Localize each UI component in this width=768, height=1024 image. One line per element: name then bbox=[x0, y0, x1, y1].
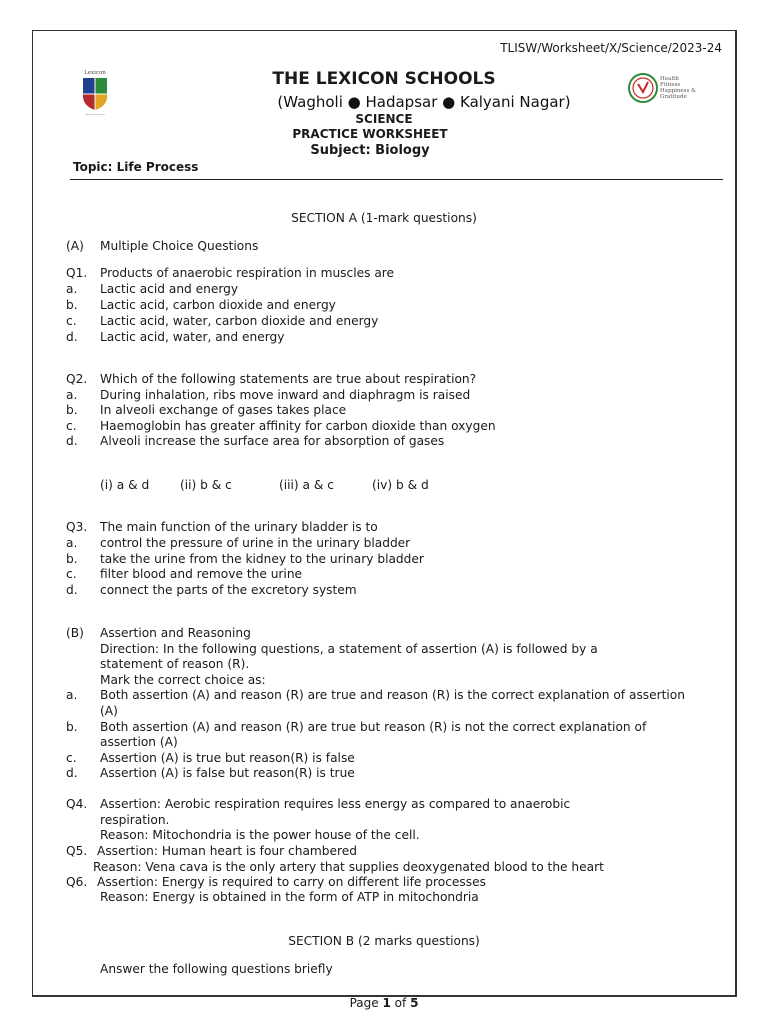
q2-choice: (i) a & d bbox=[100, 478, 150, 492]
svg-text:~~~~~~: ~~~~~~ bbox=[84, 112, 106, 117]
part-b-label: (B) bbox=[66, 626, 84, 640]
q1-option-text: Lactic acid, carbon dioxide and energy bbox=[100, 298, 336, 312]
q5-reason: Reason: Vena cava is the only artery that supplies deoxygenated blood to the heart bbox=[93, 860, 604, 874]
q2-option-label: c. bbox=[66, 419, 77, 433]
q3-option-text: take the urine from the kidney to the urinary bladder bbox=[100, 552, 424, 566]
ar-option-text: (A) bbox=[100, 704, 118, 718]
q3-option-label: a. bbox=[66, 536, 78, 550]
q2-option-label: b. bbox=[66, 403, 78, 417]
q1-option-text: Lactic acid and energy bbox=[100, 282, 239, 296]
q2-option-text: In alveoli exchange of gases takes place bbox=[100, 403, 347, 417]
q2-text: Which of the following statements are true about respiration? bbox=[100, 372, 477, 386]
q1-option-text: Lactic acid, water, carbon dioxide and energy bbox=[100, 314, 379, 328]
q2-option-text: During inhalation, ribs move inward and diaphragm is raised bbox=[100, 388, 471, 402]
q4-number: Q4. bbox=[66, 797, 88, 811]
document-reference-code: TLISW/Worksheet/X/Science/2023-24 bbox=[500, 41, 722, 55]
q3-option-label: d. bbox=[66, 583, 78, 597]
svg-text:Happiness &: Happiness & bbox=[660, 88, 696, 94]
q2-option-text: Alveoli increase the surface area for absorption of gases bbox=[100, 434, 445, 448]
part-b-title: Assertion and Reasoning bbox=[100, 626, 251, 640]
school-name: THE LEXICON SCHOOLS bbox=[272, 69, 496, 89]
q2-choice: (ii) b & c bbox=[180, 478, 232, 492]
q1-number: Q1. bbox=[66, 266, 88, 280]
document-type: PRACTICE WORKSHEET bbox=[292, 127, 448, 141]
header-divider bbox=[70, 179, 723, 180]
svg-text:Gratitude: Gratitude bbox=[660, 94, 687, 100]
q2-number: Q2. bbox=[66, 372, 88, 386]
part-b-direction: Mark the correct choice as: bbox=[100, 673, 266, 687]
q6-reason: Reason: Energy is obtained in the form of ATP in mitochondria bbox=[100, 890, 479, 904]
ar-option-label: d. bbox=[66, 766, 78, 780]
q2-option-label: d. bbox=[66, 434, 78, 448]
q3-text: The main function of the urinary bladder is to bbox=[100, 520, 378, 534]
q1-option-text: Lactic acid, water, and energy bbox=[100, 330, 285, 344]
q1-option-label: b. bbox=[66, 298, 78, 312]
q3-number: Q3. bbox=[66, 520, 88, 534]
subject-line: Subject: Biology bbox=[310, 143, 430, 158]
svg-text:Fitness: Fitness bbox=[660, 82, 681, 88]
part-a-title: Multiple Choice Questions bbox=[100, 239, 259, 253]
q3-option-text: filter blood and remove the urine bbox=[100, 567, 303, 581]
q2-option-label: a. bbox=[66, 388, 78, 402]
ar-option-label: b. bbox=[66, 720, 78, 734]
ar-option-text: Both assertion (A) and reason (R) are true and reason (R) is the correct explanation of assertion bbox=[100, 688, 685, 702]
svg-text:Health: Health bbox=[660, 76, 679, 82]
q3-option-label: b. bbox=[66, 552, 78, 566]
section-b-title: SECTION B (2 marks questions) bbox=[288, 934, 480, 948]
q1-option-label: d. bbox=[66, 330, 78, 344]
section-b-instruction: Answer the following questions briefly bbox=[100, 962, 333, 976]
q6-assertion: Assertion: Energy is required to carry on different life processes bbox=[97, 875, 486, 889]
q2-answer-choices bbox=[100, 478, 429, 493]
q1-option-label: c. bbox=[66, 314, 77, 328]
q2-choice: (iv) b & d bbox=[372, 478, 429, 492]
q4-assertion: Assertion: Aerobic respiration requires less energy as compared to anaerobic bbox=[100, 797, 571, 811]
svg-text:Lexicon: Lexicon bbox=[84, 70, 106, 76]
q4-reason: Reason: Mitochondria is the power house of the cell. bbox=[100, 828, 420, 842]
ar-option-label: c. bbox=[66, 751, 77, 765]
ar-option-label: a. bbox=[66, 688, 78, 702]
q3-option-label: c. bbox=[66, 567, 77, 581]
ar-option-text: Assertion (A) is true but reason(R) is false bbox=[100, 751, 355, 765]
q3-option-text: control the pressure of urine in the urinary bladder bbox=[100, 536, 411, 550]
topic-label: Topic: Life Process bbox=[73, 160, 199, 174]
school-branches: (Wagholi ● Hadapsar ● Kalyani Nagar) bbox=[277, 93, 571, 111]
q5-assertion: Assertion: Human heart is four chambered bbox=[97, 844, 357, 858]
part-b-direction: Direction: In the following questions, a statement of assertion (A) is followed by a bbox=[100, 642, 598, 656]
section-a-title: SECTION A (1-mark questions) bbox=[291, 211, 477, 225]
q3-option-text: connect the parts of the excretory system bbox=[100, 583, 357, 597]
part-a-label: (A) bbox=[66, 239, 84, 253]
part-b-direction: statement of reason (R). bbox=[100, 657, 250, 671]
q6-number: Q6. bbox=[66, 875, 88, 889]
q1-text: Products of anaerobic respiration in muscles are bbox=[100, 266, 395, 280]
q2-choice: (iii) a & c bbox=[279, 478, 334, 492]
q5-number: Q5. bbox=[66, 844, 88, 858]
subject-area: SCIENCE bbox=[355, 112, 413, 126]
q4-assertion: respiration. bbox=[100, 813, 170, 827]
page-number: Page 1 of 5 bbox=[349, 996, 419, 1010]
q2-option-text: Haemoglobin has greater affinity for carbon dioxide than oxygen bbox=[100, 419, 496, 433]
ar-option-text: Assertion (A) is false but reason(R) is true bbox=[100, 766, 355, 780]
ar-option-text: assertion (A) bbox=[100, 735, 178, 749]
ar-option-text: Both assertion (A) and reason (R) are true but reason (R) is not the correct explanation of bbox=[100, 720, 647, 734]
q1-option-label: a. bbox=[66, 282, 78, 296]
